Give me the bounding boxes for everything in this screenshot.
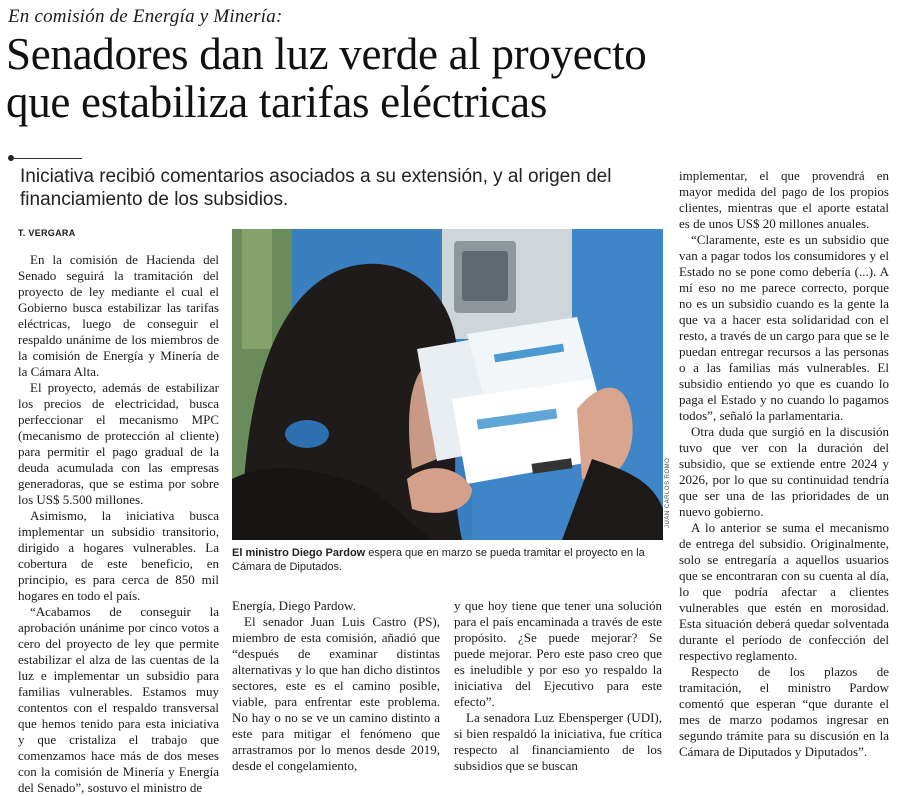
- photo-illustration: [232, 229, 663, 540]
- paragraph: y que hoy tiene que tener una solución para el país encaminada a través de este propósito. ¿Se puede mejorar? Se puede mejorar. Pero este paso creo que es ineludible y por eso yo respaldo la iniciativa del Ejecutivo para este efecto”.: [454, 598, 662, 709]
- paragraph: El senador Juan Luis Castro (PS), miembro de esta comisión, añadió que “después de examinar distintas alternativas y lo que han dicho distintos sectores, este es el camino posible, viable, para enfrentar este problema. No hay o no se ve un camino distinto a este para mitigar el fenómeno que arrastramos por lo menos desde 2019, desde el congelamiento,: [232, 614, 440, 773]
- byline: T. VERGARA: [18, 228, 76, 238]
- headline-line-2: que estabiliza tarifas eléctricas: [6, 77, 548, 127]
- paragraph: El proyecto, además de estabilizar los precios de electricidad, busca perfeccionar el mecanismo MPC (mecanismo de protección al cliente) para permitir el pago gradual de la deuda acumulada con las empresas generadoras, que se estima por sobre los US$ 5.500 millones.: [18, 380, 219, 507]
- article-column-4: [679, 168, 889, 760]
- paragraph: “Acabamos de conseguir la aprobación unánime por cinco votos a cero del proyecto de ley que permite estabilizar el alza de las cuentas de la luz e implementar un subsidio para familias vulnerables. Estamos muy contentos con el respaldo transversal que hemos tenido para esta iniciativa y que cristaliza el trabajo que comenzamos hace más de dos meses con la comisión de Minería y Energía del Senado”, sostuvo el ministro de: [18, 604, 219, 795]
- news-photo: [232, 229, 663, 540]
- kicker: En comisión de Energía y Minería:: [8, 6, 283, 27]
- paragraph: implementar, el que provendrá en mayor medida del pago de los propios clientes, mientras que el aporte estatal es de unos US$ 20 millones anuales.: [679, 168, 889, 231]
- paragraph: Energía, Diego Pardow.: [232, 598, 356, 613]
- paragraph: Asimismo, la iniciativa busca implementar un subsidio transitorio, dirigido a hogares vulnerables. La cobertura de este beneficio, en principio, es para cerca de 850 mil hogares en todo el país.: [18, 508, 219, 603]
- paragraph: “Claramente, este es un subsidio que van a pagar todos los consumidores y el Estado no se pone como debería (...). A mí eso no me parece correcto, porque no es un subsidio cuando es la gente la que va a hacer esta solidaridad con el resto, a través de un cargo para que se le puedan entregar recursos a las personas o a las familias más vulnerables. El subsidio entiendo yo que es cuando lo paga el Estado y no cuando lo pagamos todos”, señaló la parlamentaria.: [679, 232, 889, 423]
- paragraph: Otra duda que surgió en la discusión tuvo que ver con la duración del subsidio, que se extiende entre 2024 y 2026, por lo que su continuidad tendría que ser una de las prioridades de un nuevo gobierno.: [679, 424, 889, 519]
- paragraph: A lo anterior se suma el mecanismo de entrega del subsidio. Originalmente, solo se entregaría a aquellos usuarios que se encontraran con su cuenta al día, lo que podría afectar a clientes vulnerables que estén en morosidad. Esta situación deberá quedar solventada durante el período de confección del respectivo reglamento.: [679, 520, 889, 663]
- caption-bold: El ministro Diego Pardow: [232, 547, 366, 559]
- article-column-3: [454, 598, 662, 774]
- divider-rule: [12, 158, 82, 159]
- headline-line-1: Senadores dan luz verde al proyecto: [6, 29, 647, 79]
- caption-text: espera que en marzo se pueda tramitar el proyecto en la Cámara de Diputados.: [232, 547, 645, 573]
- paragraph: La senadora Luz Ebensperger (UDI), si bien respaldó la iniciativa, fue crítica respecto al financiamiento de los subsidios que se buscan: [454, 710, 662, 773]
- article-column-2: [232, 598, 440, 774]
- article-column-1: [18, 252, 219, 796]
- photo-caption: [232, 546, 664, 574]
- photo-credit: [665, 440, 675, 530]
- headline: [6, 30, 696, 126]
- photo-credit-text: JUAN CARLOS ROMO: [665, 457, 671, 528]
- paragraph: Respecto de los plazos de tramitación, el ministro Pardow comentó que esperan “que durante el mes de marzo podamos ingresar en segundo trámite para su discusión en la Cámara de Diputados y Diputados”.: [679, 664, 889, 759]
- paragraph: En la comisión de Hacienda del Senado seguirá la tramitación del proyecto de ley mediante el cual el Gobierno busca estabilizar las tarifas eléctricas, luego de conseguir el respaldo unánime de los miembros de la comisión de Energía y Minería de la Cámara Alta.: [18, 252, 219, 379]
- deck: Iniciativa recibió comentarios asociados a su extensión, y al origen del financiamiento de los subsidios.: [20, 166, 612, 210]
